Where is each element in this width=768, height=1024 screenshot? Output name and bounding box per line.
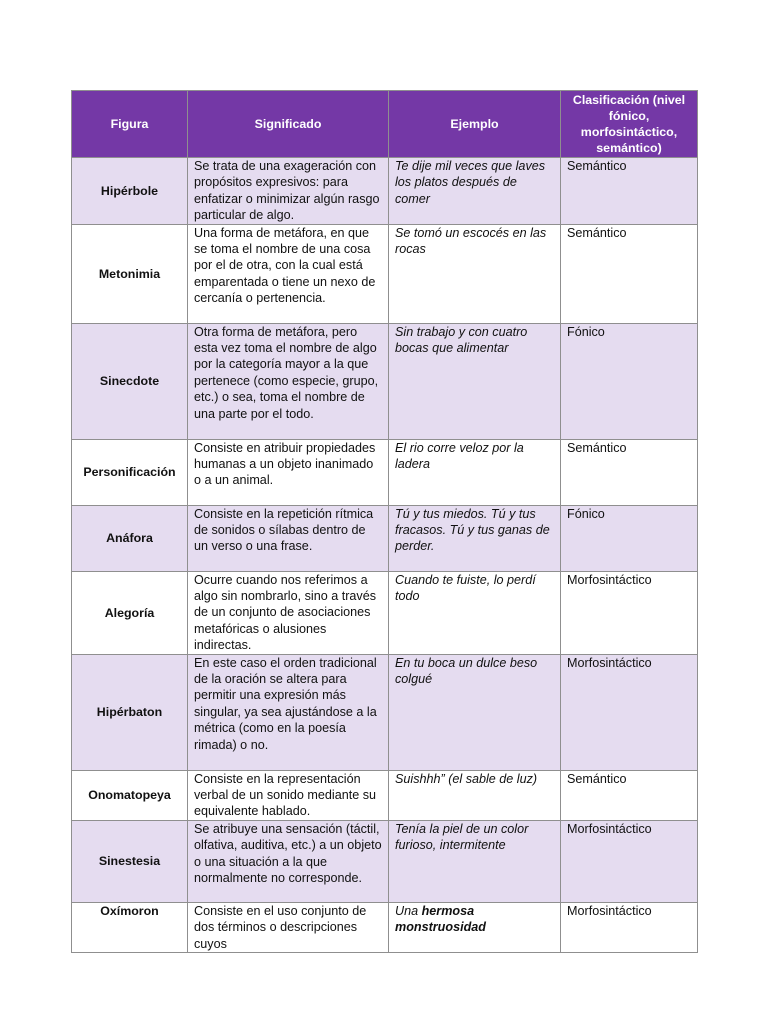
cell-figura: Oxímoron <box>72 902 188 952</box>
cell-figura: Anáfora <box>72 505 188 571</box>
cell-clasificacion: Semántico <box>561 439 698 505</box>
cell-ejemplo: Tú y tus miedos. Tú y tus fracasos. Tú y tus ganas de perder. <box>389 505 561 571</box>
cell-significado: En este caso el orden tradicional de la oración se altera para permitir una expresión más singular, ya sea ajustándose a la métrica (como en la poesía rimada) o no. <box>188 654 389 770</box>
cell-significado: Ocurre cuando nos referimos a algo sin nombrarlo, sino a través de un conjunto de asociaciones metafóricas o alusiones indirectas. <box>188 571 389 654</box>
cell-clasificacion: Semántico <box>561 158 698 225</box>
table-row <box>72 820 698 902</box>
table-row <box>72 224 698 323</box>
cell-significado: Consiste en la representación verbal de un sonido mediante su equivalente hablado. <box>188 770 389 820</box>
cell-ejemplo: El rio corre veloz por la ladera <box>389 439 561 505</box>
table-row <box>72 571 698 654</box>
table-row <box>72 770 698 820</box>
cell-clasificacion: Semántico <box>561 770 698 820</box>
cell-significado: Se trata de una exageración con propósitos expresivos: para enfatizar o minimizar algún rasgo particular de algo. <box>188 158 389 225</box>
cell-ejemplo: Sin trabajo y con cuatro bocas que alimentar <box>389 323 561 439</box>
cell-significado: Consiste en atribuir propiedades humanas a un objeto inanimado o a un animal. <box>188 439 389 505</box>
table-row <box>72 439 698 505</box>
cell-figura: Onomatopeya <box>72 770 188 820</box>
cell-clasificacion: Morfosintáctico <box>561 820 698 902</box>
cell-clasificacion: Fónico <box>561 323 698 439</box>
cell-figura: Hipérbole <box>72 158 188 225</box>
cell-clasificacion: Morfosintáctico <box>561 654 698 770</box>
header-figura: Figura <box>72 91 188 158</box>
cell-figura: Sinestesia <box>72 820 188 902</box>
header-significado: Significado <box>188 91 389 158</box>
table-row <box>72 654 698 770</box>
cell-ejemplo <box>389 902 561 952</box>
header-clasificacion: Clasificación (nivel fónico, morfosintáctico, semántico) <box>561 91 698 158</box>
cell-ejemplo: Tenía la piel de un color furioso, intermitente <box>389 820 561 902</box>
cell-ejemplo: Se tomó un escocés en las rocas <box>389 224 561 323</box>
ejemplo-bold: hermosa monstruosidad <box>395 903 486 935</box>
header-ejemplo: Ejemplo <box>389 91 561 158</box>
cell-ejemplo: Cuando te fuiste, lo perdí todo <box>389 571 561 654</box>
cell-figura: Personificación <box>72 439 188 505</box>
cell-ejemplo: Suishhh” (el sable de luz) <box>389 770 561 820</box>
cell-ejemplo: En tu boca un dulce beso colgué <box>389 654 561 770</box>
table-row <box>72 158 698 225</box>
cell-figura: Hipérbaton <box>72 654 188 770</box>
table-header-row <box>72 91 698 158</box>
cell-clasificacion: Semántico <box>561 224 698 323</box>
cell-figura: Sinecdote <box>72 323 188 439</box>
cell-ejemplo: Te dije mil veces que laves los platos después de comer <box>389 158 561 225</box>
cell-significado: Consiste en el uso conjunto de dos términos o descripciones cuyos <box>188 902 389 952</box>
table-row <box>72 505 698 571</box>
cell-figura: Metonimia <box>72 224 188 323</box>
cell-clasificacion: Fónico <box>561 505 698 571</box>
cell-significado: Consiste en la repetición rítmica de sonidos o sílabas dentro de un verso o una frase. <box>188 505 389 571</box>
cell-clasificacion: Morfosintáctico <box>561 902 698 952</box>
figures-table <box>71 90 698 953</box>
cell-significado: Una forma de metáfora, en que se toma el nombre de una cosa por el de otra, con la cual está emparentada o tiene un nexo de cercanía o pertenencia. <box>188 224 389 323</box>
cell-significado: Otra forma de metáfora, pero esta vez toma el nombre de algo por la categoría mayor a la que pertenece (como especie, grupo, etc.) o sea, toma el nombre de una parte por el todo. <box>188 323 389 439</box>
table-row <box>72 323 698 439</box>
ejemplo-prefix: Una <box>395 903 422 918</box>
cell-significado: Se atribuye una sensación (táctil, olfativa, auditiva, etc.) a un objeto o una situación a la que normalmente no corresponde. <box>188 820 389 902</box>
cell-figura: Alegoría <box>72 571 188 654</box>
cell-clasificacion: Morfosintáctico <box>561 571 698 654</box>
table-row <box>72 902 698 952</box>
